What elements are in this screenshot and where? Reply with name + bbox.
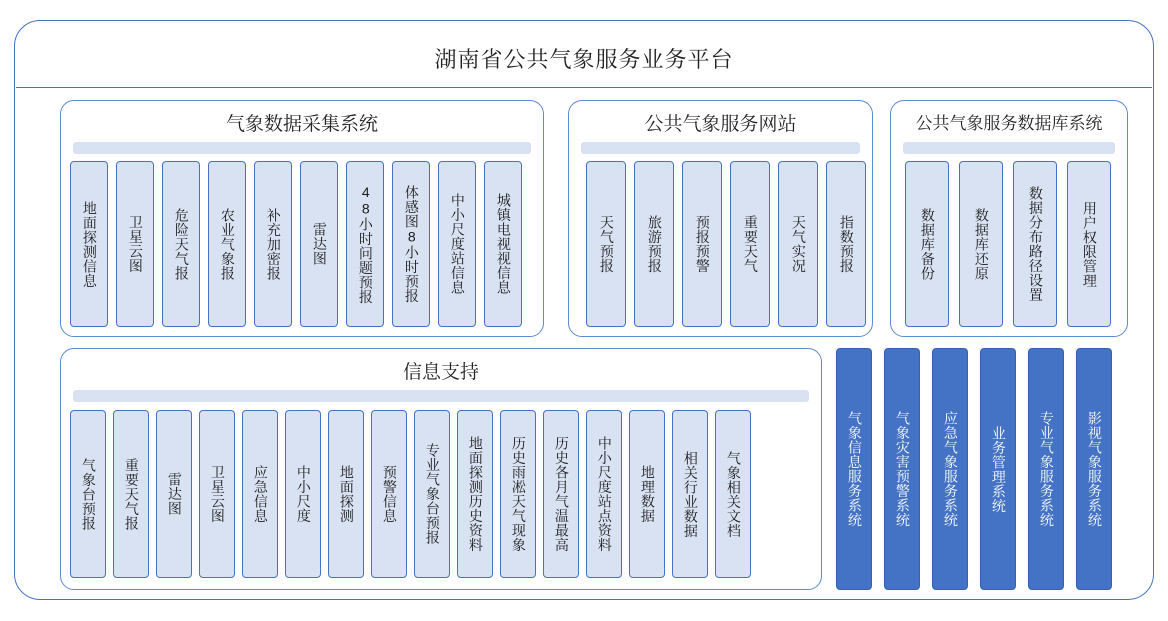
tile-important-weather-report[interactable]: 重要天气报: [113, 410, 149, 578]
group-band: [581, 142, 860, 154]
group-band: [73, 390, 809, 402]
tile-user-permission-management[interactable]: 用户权限管理: [1067, 161, 1111, 327]
tile-dangerous-weather-report[interactable]: 危险天气报: [162, 161, 200, 327]
group-title-service-website: 公共气象服务网站: [644, 114, 797, 135]
group-title-data-collection: 气象数据采集系统: [225, 114, 378, 135]
tile-important-weather[interactable]: 重要天气: [730, 161, 770, 327]
tile-weather-related-documents[interactable]: 气象相关文档: [715, 410, 751, 578]
tile-radar-map[interactable]: 雷达图: [300, 161, 338, 327]
tile-warning-info[interactable]: 预警信息: [371, 410, 407, 578]
tilerow-right-systems: [836, 348, 1112, 590]
tile-database-restore[interactable]: 数据库还原: [959, 161, 1003, 327]
group-band: [903, 142, 1115, 154]
system-professional-weather-service[interactable]: 专业气象服务系统: [1028, 348, 1064, 590]
system-weather-info-service[interactable]: 气象信息服务系统: [836, 348, 872, 590]
tile-related-industry-data[interactable]: 相关行业数据: [672, 410, 708, 578]
tile-ground-detection[interactable]: 地面探测: [328, 410, 364, 578]
group-title-info-support: 信息支持: [402, 362, 479, 383]
tile-town-tv-info[interactable]: 城镇电视视信息: [484, 161, 522, 327]
title-divider: [16, 87, 1152, 88]
group-band: [73, 142, 531, 154]
tile-database-backup[interactable]: 数据库备份: [905, 161, 949, 327]
system-weather-disaster-warning[interactable]: 气象灾害预警系统: [884, 348, 920, 590]
tile-ground-detection-history[interactable]: 地面探测历史资料: [457, 410, 493, 578]
tile-forecast-warning[interactable]: 预报预警: [682, 161, 722, 327]
system-business-management[interactable]: 业务管理系统: [980, 348, 1016, 590]
tilerow-service-website: [586, 161, 866, 327]
tile-live-weather[interactable]: 天气实况: [778, 161, 818, 327]
tile-mesoscale-station-data[interactable]: 中小尺度站点资料: [586, 410, 622, 578]
page-title: 湖南省公共气象服务业务平台: [434, 47, 734, 72]
tile-mesoscale[interactable]: 中小尺度: [285, 410, 321, 578]
tile-satellite-cloud-map[interactable]: 卫星云图: [199, 410, 235, 578]
system-media-weather-service[interactable]: 影视气象服务系统: [1076, 348, 1112, 590]
tile-agro-meteorology-report[interactable]: 农业气象报: [208, 161, 246, 327]
tilerow-data-collection: [70, 161, 522, 327]
tile-weather-bureau-forecast[interactable]: 气象台预报: [70, 410, 106, 578]
tile-history-rime-weather[interactable]: 历史雨凇天气现象: [500, 410, 536, 578]
group-title-service-database: 公共气象服务数据库系统: [915, 114, 1103, 133]
tile-geographic-data[interactable]: 地理数据: [629, 410, 665, 578]
tile-supplementary-encrypted-report[interactable]: 补充加密报: [254, 161, 292, 327]
tile-data-distribution-path[interactable]: 数据分布路径设置: [1013, 161, 1057, 327]
tile-48h-forecast[interactable]: 48小时问题预报: [346, 161, 384, 327]
tile-history-monthly-max-temp[interactable]: 历史各月气温最高: [543, 410, 579, 578]
tile-mesoscale-station-info[interactable]: 中小尺度站信息: [438, 161, 476, 327]
tilerow-info-support: [70, 410, 751, 578]
tile-tourism-forecast[interactable]: 旅游预报: [634, 161, 674, 327]
tile-satellite-cloud-map[interactable]: 卫星云图: [116, 161, 154, 327]
tile-ground-detection-info[interactable]: 地面探测信息: [70, 161, 108, 327]
system-emergency-weather-service[interactable]: 应急气象服务系统: [932, 348, 968, 590]
tile-weather-forecast[interactable]: 天气预报: [586, 161, 626, 327]
tile-radar-map[interactable]: 雷达图: [156, 410, 192, 578]
tile-feel-map-8h-forecast[interactable]: 体感图8小时预报: [392, 161, 430, 327]
tile-index-forecast[interactable]: 指数预报: [826, 161, 866, 327]
tile-emergency-info[interactable]: 应急信息: [242, 410, 278, 578]
tile-professional-weather-forecast[interactable]: 专业气象台预报: [414, 410, 450, 578]
tilerow-service-database: [905, 161, 1111, 327]
